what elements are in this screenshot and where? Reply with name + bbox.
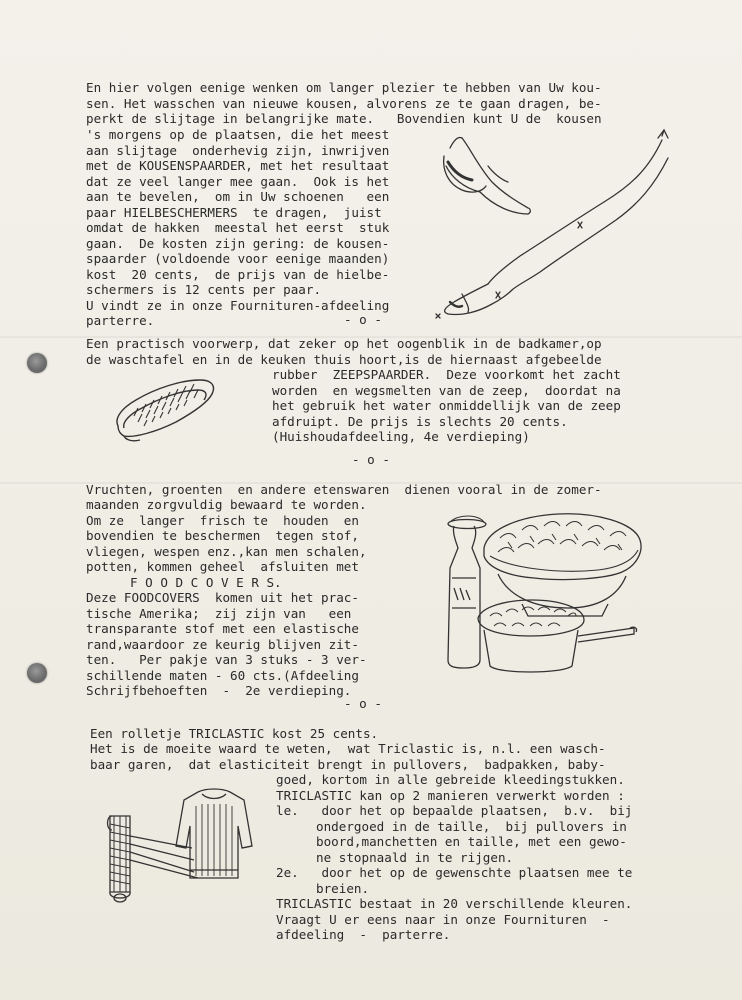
text-line: afdeeling - parterre. [276, 927, 451, 942]
punch-hole-icon [27, 663, 47, 683]
text-line: transparante stof met een elastische [86, 621, 359, 636]
text-line: 's morgens op de plaatsen, die het meest [86, 127, 390, 142]
text-line: bovendien te beschermen tegen stof, [86, 528, 359, 543]
text-line: schermers is 12 cents per paar. [86, 282, 322, 297]
text-line: aan slijtage onderhevig zijn, inwrijven [86, 143, 390, 158]
text-line: Vraagt U er eens naar in onze Fournituren - [276, 912, 610, 927]
text-line: U vindt ze in onze Fournituren-afdeeling [86, 298, 390, 313]
text-line: rubber ZEEPSPAARDER. Deze voorkomt het zacht [272, 367, 621, 382]
text-line: Om ze langer frisch te houden en [86, 513, 359, 528]
text-line: breien. [316, 881, 370, 896]
text-line: spaarder (voldoende voor eenige maanden) [86, 251, 390, 266]
triclastic-sweater-illustration [102, 786, 258, 908]
soap-saver-illustration [110, 372, 220, 444]
text-line: gaan. De kosten zijn gering: de kousen- [86, 236, 390, 251]
text-line: boord,manchetten en taille, met een gewo- [316, 834, 627, 849]
text-line: TRICLASTIC bestaat in 20 verschillende kleuren. [276, 896, 633, 911]
stocking-leg-illustration [432, 126, 672, 326]
text-line: met de KOUSENSPAARDER, met het resultaat [86, 158, 390, 173]
text-line: Deze FOODCOVERS komen uit het prac- [86, 590, 359, 605]
text-line: afdruipt. De prijs is slechts 20 cents. [272, 414, 568, 429]
text-line: rand,waardoor ze keurig blijven zit- [86, 637, 359, 652]
separator: - o - [344, 312, 382, 327]
text-line: baar garen, dat elasticiteit brengt in pullovers, badpakken, baby- [90, 757, 606, 772]
text-line: ondergoed in de taille, bij pullovers in [316, 819, 627, 834]
text-line: vliegen, wespen enz.,kan men schalen, [86, 544, 367, 559]
food-covers-illustration [438, 508, 664, 684]
text-line: Een practisch voorwerp, dat zeker op het oogenblik in de badkamer,op [86, 336, 602, 351]
text-line: perkt de slijtage in belangrijke mate. Bovendien kunt U de kousen [86, 111, 602, 126]
text-line: 2e. door het op de gewenschte plaatsen mee te [276, 865, 633, 880]
punch-hole-icon [27, 353, 47, 373]
text-line: Vruchten, groenten en andere etenswaren dienen vooral in de zomer- [86, 482, 602, 497]
text-line: Schrijfbehoeften - 2e verdieping. [86, 683, 352, 698]
text-line: TRICLASTIC kan op 2 manieren verwerkt worden : [276, 788, 625, 803]
text-line: dat ze veel langer mee gaan. Ook is het [86, 174, 390, 189]
text-line: omdat de hakken meestal het eerst stuk [86, 220, 390, 235]
text-line: de waschtafel en in de keuken thuis hoort,is de hiernaast afgebeelde [86, 352, 602, 367]
text-line: maanden zorgvuldig bewaard te worden. [86, 497, 367, 512]
text-line: paar HIELBESCHERMERS te dragen, juist [86, 205, 382, 220]
text-line: sen. Het wasschen van nieuwe kousen, alvorens ze te gaan dragen, be- [86, 96, 602, 111]
text-line: Een rolletje TRICLASTIC kost 25 cents. [90, 726, 379, 741]
separator: - o - [352, 452, 390, 467]
text-line: ten. Per pakje van 3 stuks - 3 ver- [86, 652, 367, 667]
text-line: parterre. [86, 313, 155, 328]
text-line: potten, kommen geheel afsluiten met [86, 559, 359, 574]
text-line: le. door het op bepaalde plaatsen, b.v. bij [276, 803, 633, 818]
text-line: worden en wegsmelten van de zeep, doordat na [272, 383, 621, 398]
text-line: aan te bevelen, om in Uw schoenen een [86, 189, 390, 204]
text-line: (Huishoudafdeeling, 4e verdieping) [272, 429, 530, 444]
text-line: Het is de moeite waard te weten, wat Triclastic is, n.l. een wasch- [90, 741, 606, 756]
text-line: En hier volgen eenige wenken om langer plezier te hebben van Uw kou- [86, 80, 602, 95]
text-line: kost 20 cents, de prijs van de hielbe- [86, 267, 390, 282]
text-line: schillende maten - 60 cts.(Afdeeling [86, 668, 359, 683]
text-line: goed, kortom in alle gebreide kleedingstukken. [276, 772, 625, 787]
separator: - o - [344, 696, 382, 711]
text-line: tische Amerika; zij zijn van een [86, 606, 352, 621]
text-line: F O O D C O V E R S. [130, 575, 282, 590]
text-line: ne stopnaald in te rijgen. [316, 850, 514, 865]
text-line: het gebruik het water onmiddellijk van de zeep [272, 398, 621, 413]
